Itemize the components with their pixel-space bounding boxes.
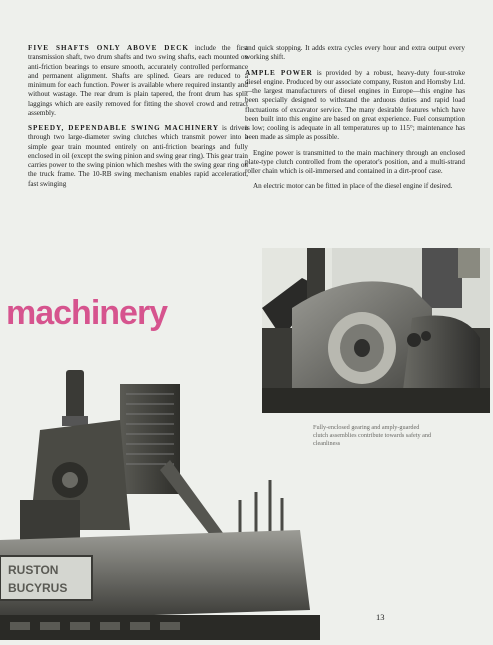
body-swing-machinery: is driven through two large-diameter swing clutches which transmit power into a simple gear train mounted entirely on anti-friction bearings and fully enclosed in oil (except the swing pinion and swing gear ring). This gear train carries power to the swing pinion which meshes with the swing gear ring on the truck frame. The 10-RB swing mechanism enables rapid acceleration, fast swinging bbox=[28, 124, 249, 188]
paragraph-quick-stopping: and quick stopping. It adds extra cycles every hour and extra output every working shift. bbox=[245, 44, 465, 62]
body-ample-power: is provided by a robust, heavy-duty four-stroke diesel engine. Produced by our associate company, Ruston and Hornsby Ltd.—the largest manufacturers of diesel engines in Europe—this engine has been specially designed to withstand the arduous duties and rapid load fluctuations of excavator service. The many desirable features which have been built into this engine are based on great experience. Fuel consumption is low; cooling is adequate in all temperatures up to 115°; maintenance has been made as simple as possible. bbox=[245, 68, 466, 142]
text-column-left bbox=[28, 44, 248, 195]
body-five-shafts: include the first transmission shaft, two drum shafts and two swing shafts, each mounted on anti-friction bearings to ensure smooth, accurately controlled performance and permanent alignment. Shafts are splined. Gears are reduced to a minimum for each function. Power is available where required instantly and without wastage. The rear drum is plain tapered, the front drum has split laggings which are easily removed for fitting the shovel crowd and retract assembly. bbox=[28, 44, 248, 117]
badge-text-ruston: RUSTON bbox=[8, 563, 59, 577]
machinery-photo-drawing bbox=[0, 360, 400, 640]
paragraph-engine-power: Engine power is transmitted to the main machinery through an enclosed plate-type clutch controlled from the operator's position, and a multi-strand roller chain which is oil-immersed and contained in a dirt-proof case. bbox=[245, 148, 465, 175]
photo-caption: Fully-enclosed gearing and amply-guarded clutch assemblies contribute towards safety and cleanliness bbox=[313, 424, 432, 448]
section-heading: machinery bbox=[6, 294, 168, 332]
paragraph-electric-motor: An electric motor can be fitted in place of the diesel engine if desired. bbox=[253, 182, 453, 191]
machinery-photo bbox=[0, 360, 400, 640]
lead-ample-power: AMPLE POWER bbox=[245, 68, 313, 77]
badge-text-bucyrus: BUCYRUS bbox=[8, 581, 68, 595]
paragraph-five-shafts bbox=[28, 44, 248, 118]
paragraph-ample-power bbox=[245, 69, 465, 143]
text-column-right bbox=[245, 44, 465, 198]
lead-five-shafts: FIVE SHAFTS ONLY ABOVE DECK bbox=[28, 44, 189, 52]
page-number: 13 bbox=[376, 612, 385, 622]
lead-swing-machinery: SPEEDY, DEPENDABLE SWING MACHINERY bbox=[28, 124, 220, 132]
paragraph-swing-machinery bbox=[28, 124, 248, 189]
exhaust-pipe bbox=[66, 370, 84, 422]
